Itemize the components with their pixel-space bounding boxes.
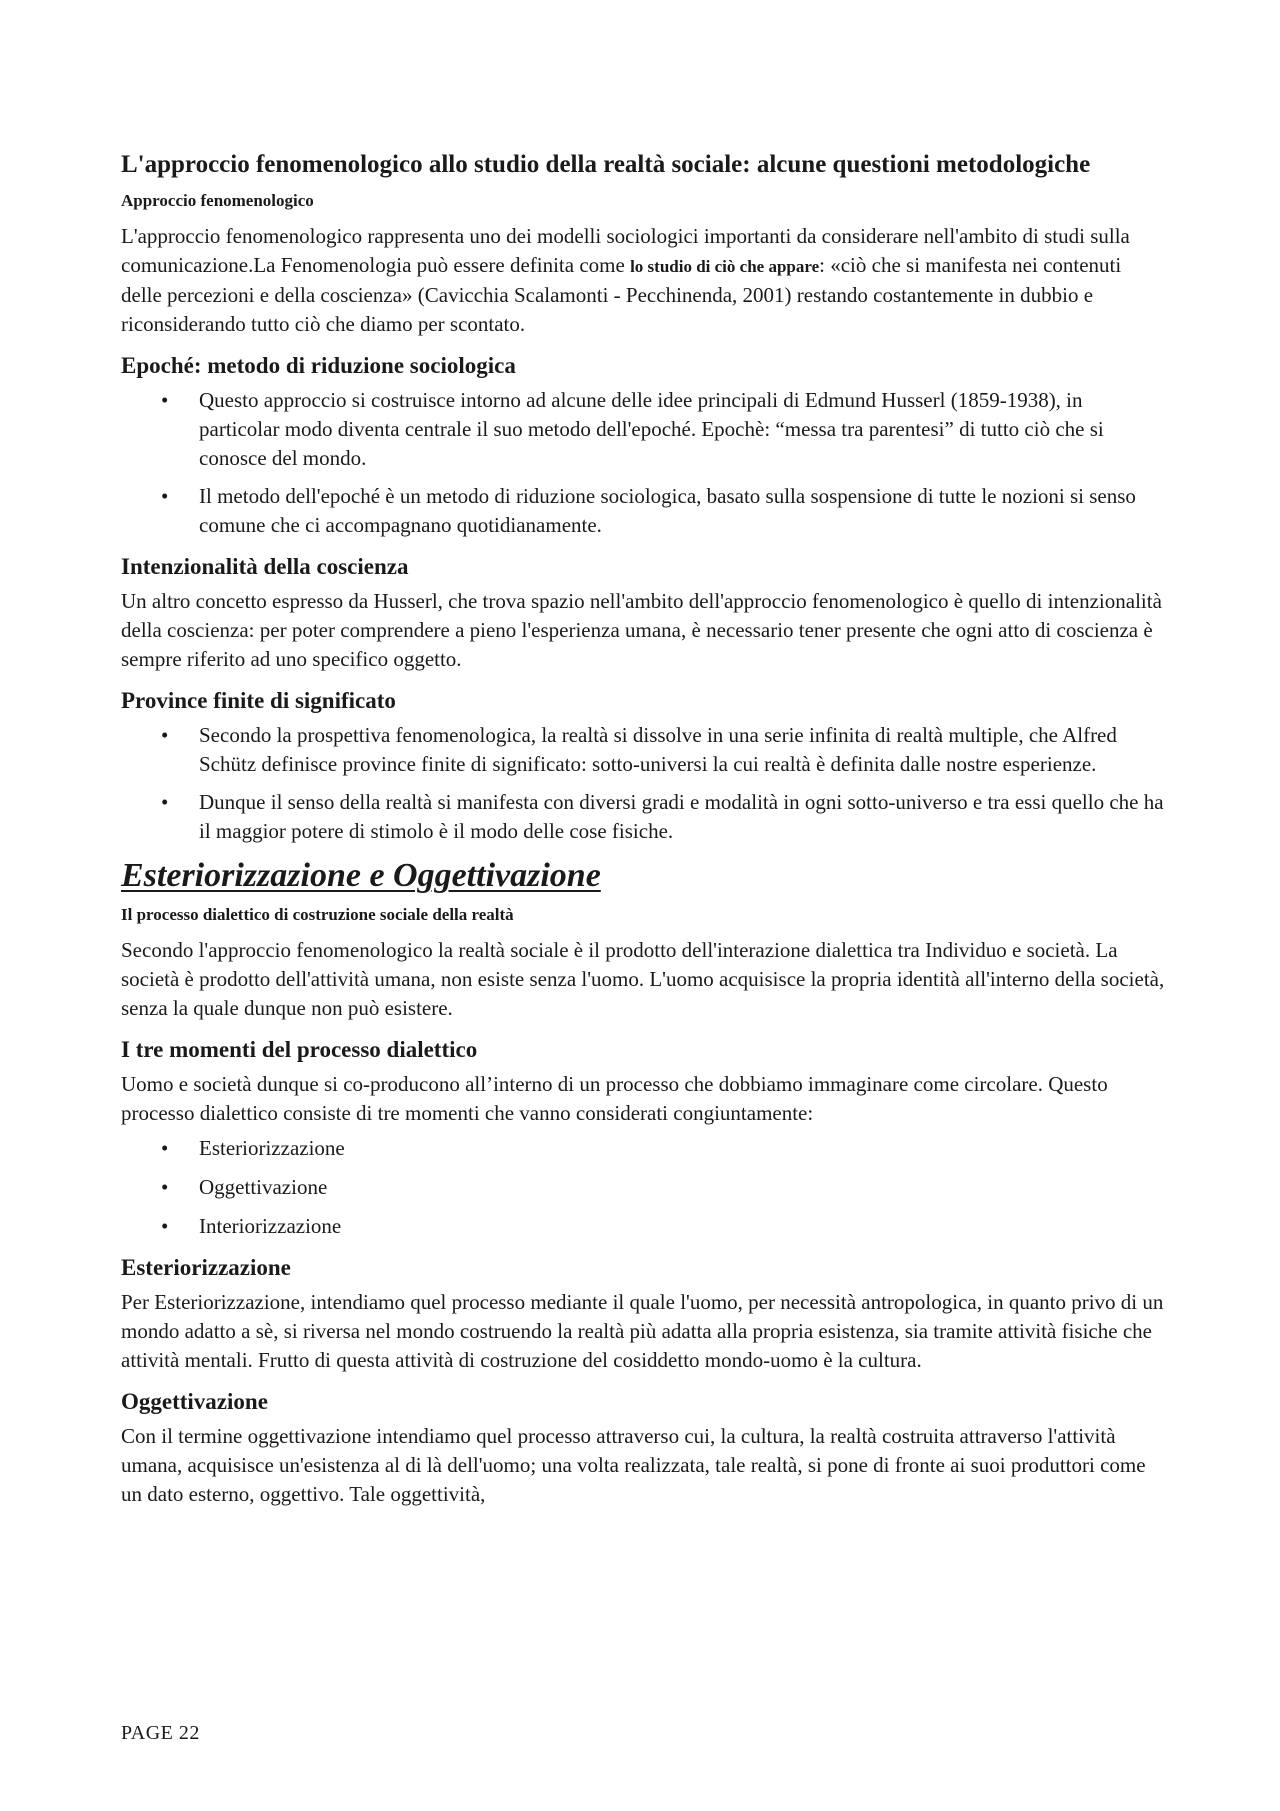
heading-oggettivazione: Oggettivazione — [121, 1389, 268, 1414]
intro-paragraph — [121, 222, 1166, 339]
heading-epoche: Epoché: metodo di riduzione sociologica — [121, 353, 516, 378]
momenti-bullet-list — [121, 1134, 1166, 1241]
bullet-icon: • — [161, 1175, 169, 1199]
list-item-text: Esteriorizzazione — [199, 1136, 345, 1160]
bullet-icon: • — [161, 723, 169, 747]
chapter-heading: Esteriorizzazione e Oggettivazione — [121, 857, 601, 894]
intenzionalita-paragraph: Un altro concetto espresso da Husserl, che trova spazio nell'ambito dell'approccio fenomenologico è quello di intenzionalità della coscienza: per poter comprendere a pieno l'esperienza umana, è necessario tener presente che ogni atto di coscienza è sempre riferito ad uno specifico oggetto. — [121, 589, 1162, 671]
page-number: PAGE 22 — [121, 1722, 200, 1744]
list-item-text: Questo approccio si costruisce intorno ad alcune delle idee principali di Edmund Husserl (1859-1938), in particolar modo diventa centrale il suo metodo dell'epoché. Epochè: “messa tra parentesi” di tutto ciò che si conosce del mondo. — [199, 388, 1104, 470]
epoche-bullet-list — [121, 386, 1166, 540]
province-bullet-list — [121, 721, 1166, 846]
document-title: L'approccio fenomenologico allo studio della realtà sociale: alcune questioni metodologiche — [121, 151, 1091, 178]
list-item-text: Dunque il senso della realtà si manifesta con diversi gradi e modalità in ogni sotto-universo e tra essi quello che ha il maggior potere di stimolo è il modo delle cose fisiche. — [199, 790, 1164, 843]
heading-esteriorizzazione: Esteriorizzazione — [121, 1255, 291, 1280]
document-subtitle: Approccio fenomenologico — [121, 191, 314, 210]
chapter-paragraph: Secondo l'approccio fenomenologico la realtà sociale è il prodotto dell'interazione dialettica tra Individuo e società. La società è prodotto dell'attività umana, non esiste senza l'uomo. L'uomo acquisisce la propria identità all'interno della società, senza la quale dunque non può esistere. — [121, 938, 1165, 1020]
list-item — [121, 386, 1166, 473]
bullet-icon: • — [161, 1136, 169, 1160]
bullet-icon: • — [161, 1214, 169, 1238]
bullet-icon: • — [161, 484, 169, 508]
list-item — [121, 1134, 1166, 1163]
list-item-text: Il metodo dell'epoché è un metodo di riduzione sociologica, basato sulla sospensione di tutte le nozioni si senso comune che ci accompagnano quotidianamente. — [199, 484, 1136, 537]
list-item — [121, 788, 1166, 846]
intro-text-part2: : «ciò che si manifesta nei contenuti delle percezioni e della coscienza» (Cavicchia Scalamonti - Pecchinenda, 2001) restando costantemente in dubbio e riconsiderando tutto ciò che diamo per scontato. — [121, 253, 1122, 336]
list-item-text: Oggettivazione — [199, 1175, 328, 1199]
heading-intenzionalita: Intenzionalità della coscienza — [121, 554, 409, 579]
list-item — [121, 1173, 1166, 1202]
list-item-text: Secondo la prospettiva fenomenologica, la realtà si dissolve in una serie infinita di realtà multiple, che Alfred Schütz definisce province finite di significato: sotto-universi la cui realtà è definita dalle nostre esperienze. — [199, 723, 1117, 776]
page-content — [121, 150, 1166, 1515]
oggettivazione-paragraph: Con il termine oggettivazione intendiamo quel processo attraverso cui, la cultura, la realtà costruita attraverso l'attività umana, acquisisce un'esistenza al di là dell'uomo; una volta realizzata, tale realtà, si pone di fronte ai suoi produttori come un dato esterno, oggettivo. Tale oggettività, — [121, 1424, 1146, 1506]
list-item — [121, 1212, 1166, 1241]
momenti-paragraph: Uomo e società dunque si co-producono all’interno di un processo che dobbiamo immaginare come circolare. Questo processo dialettico consiste di tre momenti che vanno considerati congiuntamente: — [121, 1072, 1108, 1125]
intro-text-part1: L'approccio fenomenologico rappresenta uno dei modelli sociologici importanti da considerare nell'ambito di studi sulla comunicazione.La Fenomenologia può essere definita come — [121, 224, 1130, 277]
bullet-icon: • — [161, 388, 169, 412]
chapter-subheading: Il processo dialettico di costruzione sociale della realtà — [121, 905, 514, 924]
heading-momenti: I tre momenti del processo dialettico — [121, 1037, 478, 1062]
esteriorizzazione-paragraph: Per Esteriorizzazione, intendiamo quel processo mediante il quale l'uomo, per necessità antropologica, in quanto privo di un mondo adatto a sè, si riversa nel mondo costruendo la realtà più adatta alla propria esistenza, sia tramite attività fisiche che attività mentali. Frutto di questa attività di costruzione del cosiddetto mondo-uomo è la cultura. — [121, 1290, 1164, 1372]
list-item — [121, 721, 1166, 779]
list-item-text: Interiorizzazione — [199, 1214, 342, 1238]
bullet-icon: • — [161, 790, 169, 814]
heading-province: Province finite di significato — [121, 688, 396, 713]
list-item — [121, 482, 1166, 540]
intro-bold-phrase: lo studio di ciò che appare — [630, 257, 820, 276]
